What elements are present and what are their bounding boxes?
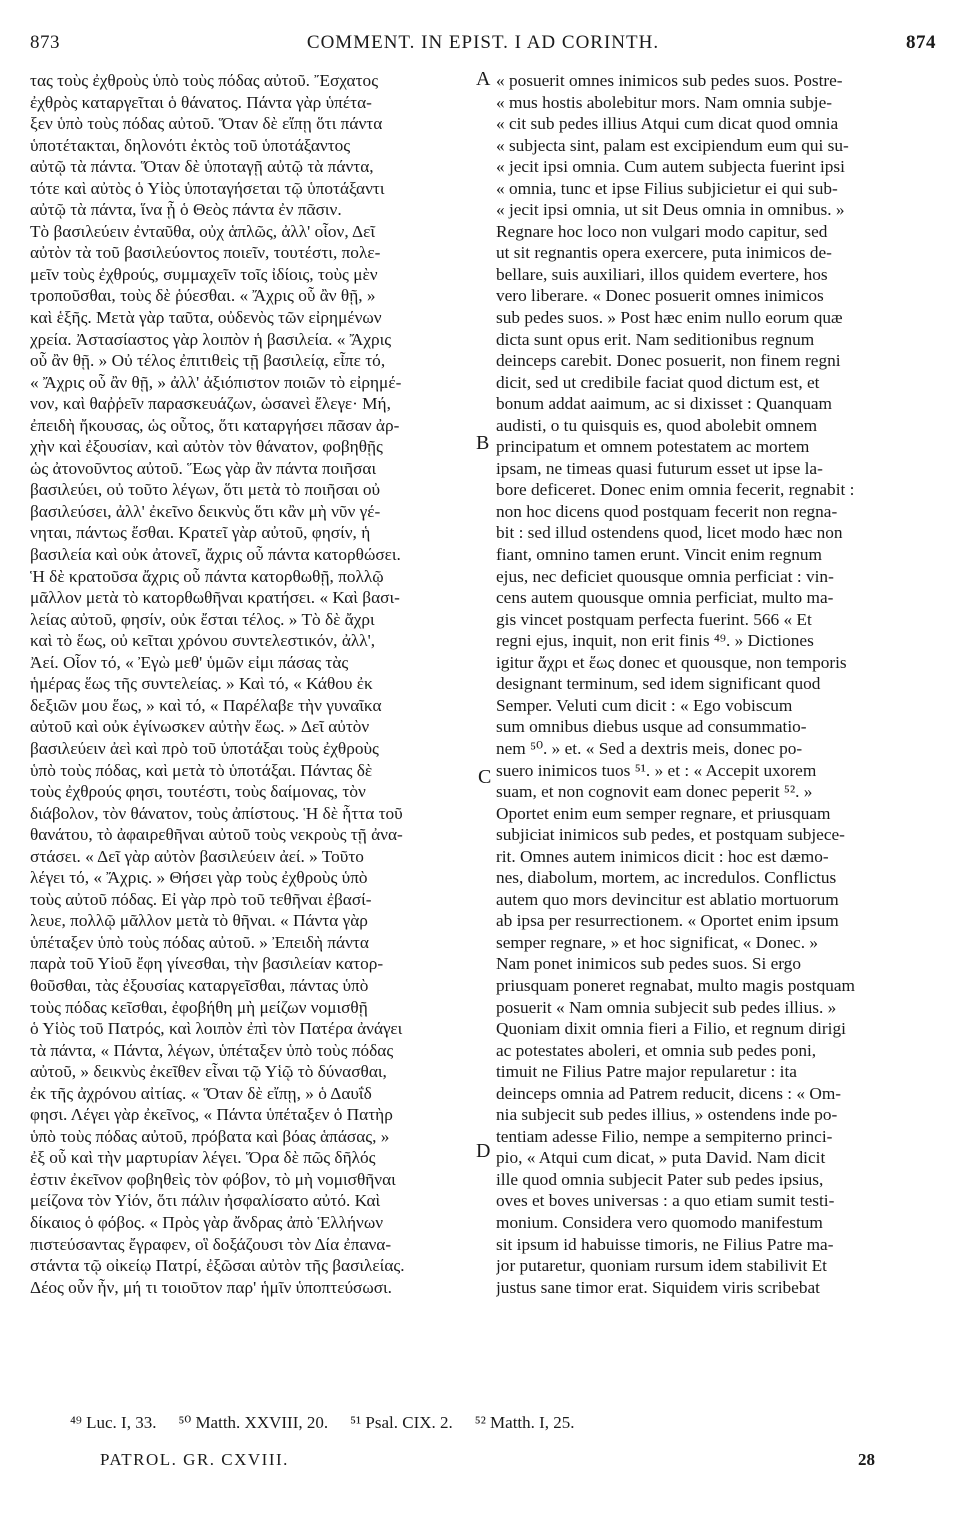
- latin-text-line: dicta sunt opus erit. Nam seditionibus regnum: [496, 329, 815, 349]
- latin-text-line: bit : sed illud ostendens quod, licet modo hæc non: [496, 523, 843, 543]
- series-signature: PATROL. GR. CXVIII.: [100, 1450, 289, 1469]
- latin-text-line: fiant, omnino tamen erunt. Vincit enim regnum: [496, 545, 822, 565]
- latin-text-line: suero inimicos tuos ⁵¹. » et : « Accepit uxorem: [496, 760, 817, 780]
- latin-text-line: Quoniam dixit omnia fieri a Filio, et regnum dirigi: [496, 1019, 846, 1039]
- greek-text-line: ἡμέρας ἕως τῆς συντελείας. » Καὶ τό, « Κάθου ἐκ: [30, 674, 373, 694]
- latin-text-line: Regnare hoc loco non vulgari modo capitur, sed: [496, 221, 828, 241]
- greek-text-line: ἐχθρὸς καταργεῖται ὁ θάνατος. Πάντα γὰρ ὑπέτα-: [30, 92, 372, 112]
- margin-marker-d: D: [476, 1140, 491, 1162]
- greek-text-line: βασιλεύειν ἀεὶ καὶ πρὸ τοῦ ὑποτάξαι τοὺς ἐχθροὺς: [30, 738, 379, 758]
- greek-text-line: διάβολον, τὸν θάνατον, τοὺς ἀπίστους. Ἡ δὲ ἧττα τοῦ: [30, 803, 403, 823]
- latin-text-line: « mus hostis abolebitur mors. Nam omnia subje-: [496, 92, 832, 112]
- latin-text-line: priusquam poneret regnabat, multo magis postquam: [496, 975, 855, 995]
- latin-text-line: suam, et non cognovit eam donec peperit ⁵². »: [496, 782, 813, 802]
- greek-text-line: αὐτῷ τὰ πάντα. Ὅταν δὲ ὑποταγῇ αὐτῷ τὰ πάντα,: [30, 157, 374, 177]
- greek-text-line: πιστεύσαντας ἔγραφεν, οἳ δοξάζουσι τὸν Δία ἐπανα-: [30, 1234, 392, 1254]
- latin-text-line: deinceps carebit. Donec posuerit, non finem regni: [496, 351, 841, 371]
- greek-text-line: αὐτὸν τὰ τοῦ βασιλεύοντος ποιεῖν, τουτέστι, πολε-: [30, 243, 381, 263]
- greek-text-line: ὡς ἀτονοῦντος αὐτοῦ. Ἕως γὰρ ἂν πάντα ποιῆσαι: [30, 458, 377, 478]
- greek-text-line: τὰ πάντα, « Πάντα, λέγων, ὑπέταξεν ὑπὸ τοὺς πόδας: [30, 1040, 394, 1060]
- margin-marker-c: C: [478, 766, 492, 788]
- greek-text-line: Τὸ βασιλεύειν ἐνταῦθα, οὐχ ἁπλῶς, ἀλλ' οἷον, Δεῖ: [30, 221, 376, 241]
- latin-text-line: « posuerit omnes inimicos sub pedes suos. Postre-: [496, 71, 843, 90]
- latin-text-line: Nam ponet inimicos sub pedes suos. Si ergo: [496, 954, 801, 974]
- latin-text-line: rit. Omnes autem inimicos dicit : hoc est dæmo-: [496, 846, 829, 866]
- greek-text-line: αὐτοῦ, » δεικνὺς ἐκεῖθεν εἶναι τῷ Υἱῷ τὸ δύνασθαι,: [30, 1062, 387, 1082]
- latin-text-line: regni ejus, inquit, non erit finis ⁴⁹. » Dictiones: [496, 631, 814, 651]
- greek-text-line: μᾶλλον μετὰ τὸ κατορθωθῆναι κρατήσει. « Καὶ βασι-: [30, 588, 400, 608]
- greek-text-line: ὑπὸ τοὺς πόδας, καὶ μετὰ τὸ ὑποτάξαι. Πάντας δὲ: [30, 760, 373, 780]
- greek-text-line: βασιλεύσει, ἀλλ' ἐκεῖνο δεικνὺς ὅτι κἂν μὴ νῦν γέ-: [30, 501, 381, 521]
- margin-marker-a: A: [476, 68, 491, 90]
- greek-text-line: βασιλεία καὶ οὐκ ἀτονεῖ, ἄχρις οὗ πάντα κατορθώσει.: [30, 545, 401, 565]
- greek-text-line: Ἀεί. Οἷον τό, « Ἐγὼ μεθ' ὑμῶν εἰμι πάσας τὰς: [30, 652, 349, 672]
- latin-text-line: pio, « Atqui cum dicat, » puta David. Nam dicit: [496, 1148, 826, 1168]
- latin-text-line: « jecit ipsi omnia. Cum autem subjecta fuerint ipsi: [496, 157, 845, 177]
- latin-text-line: sit ipsum id habuisse timoris, ne Filius Patre ma-: [496, 1234, 834, 1254]
- latin-text-line: nem ⁵⁰. » et. « Sed a dextris meis, donec po-: [496, 738, 803, 758]
- latin-text-line: ab ipsa per resurrectionem. « Oportet enim ipsum: [496, 911, 839, 931]
- greek-text-line: στάντα τῷ οἰκείῳ Πατρί, ἐξῶσαι αὐτὸν τῆς βασιλείας.: [30, 1256, 405, 1276]
- latin-column: [496, 70, 934, 1298]
- greek-text-line: τότε καὶ αὐτὸς ὁ Υἱὸς ὑποταγήσεται τῷ ὑποτάξαντι: [30, 178, 385, 198]
- greek-text-line: αὐτῷ τὰ πάντα, ἵνα ᾖ ὁ Θεὸς πάντα ἐν πᾶσιν.: [30, 200, 342, 220]
- greek-text-line: καὶ ἑξῆς. Μετὰ γὰρ ταῦτα, οὐδενὸς τῶν εἰρημένων: [30, 308, 382, 328]
- latin-text-line: cens autem quousque omnia perficiat, multo ma-: [496, 588, 834, 608]
- margin-marker-b: B: [476, 432, 490, 454]
- greek-text-line: χὴν καὶ ἐξουσίαν, καὶ αὐτὸν τὸν θάνατον, φοβηθῇς: [30, 437, 383, 457]
- latin-text-line: ac potestates aboleri, et omnia sub pedes poni,: [496, 1040, 817, 1060]
- greek-text-line: Δέος οὖν ἦν, μή τι τοιοῦτον παρ' ἡμῖν ὑποπτεύσωσι.: [30, 1277, 392, 1297]
- latin-text-line: autem quo mors devincitur est ablatio mortuorum: [496, 889, 839, 909]
- greek-text-line: τας τοὺς ἐχθροὺς ὑπὸ τοὺς πόδας αὐτοῦ. Ἔσχατος: [30, 71, 379, 90]
- latin-text-line: ipsam, ne timeas quasi futurum esset ut ipse la-: [496, 458, 823, 478]
- greek-text-line: λευε, πολλῷ μᾶλλον μετὰ τὸ θῆναι. « Πάντα γὰρ: [30, 911, 368, 931]
- greek-text-line: τοὺς πόδας κεῖσθαι, ἐφοβήθη μὴ μείζων νομισθῇ: [30, 997, 368, 1017]
- footnote: ⁵⁰ Matth. XXVIII, 20.: [178, 1413, 329, 1432]
- latin-text-line: posuerit « Nam omnia subjecit sub pedes illius. »: [496, 997, 837, 1017]
- right-page-number: 874: [906, 32, 936, 53]
- greek-text-line: « Ἄχρις οὗ ἂν θῇ, » ἀλλ' ἀξιόπιστον ποιῶν τὸ εἰρημέ-: [30, 372, 402, 392]
- greek-text-line: ἐκ τῆς ἀχρόνου αἰτίας. « Ὅταν δὲ εἴπῃ, » ὁ Δαυΐδ: [30, 1083, 372, 1103]
- greek-text-line: Ἡ δὲ κρατοῦσα ἄχρις οὗ πάντα κατορθωθῇ, πολλῷ: [30, 566, 384, 586]
- greek-text-line: ὑποτέτακται, δηλονότι ἐκτὸς τοῦ ὑποτάξαντος: [30, 135, 351, 155]
- latin-text-line: Semper. Veluti cum dicit : « Ego vobiscum: [496, 695, 793, 715]
- latin-text-line: timuit ne Filius Patre major repularetur : ita: [496, 1062, 797, 1082]
- latin-text-line: ille quod omnia subjecit Pater sub pedes ipsius,: [496, 1169, 824, 1189]
- greek-text-line: νον, καὶ θαῤῥεῖν παρασκευάζων, ὡσανεὶ ἔλεγε· Μή,: [30, 394, 391, 414]
- latin-text-line: igitur ἄχρι et ἕως donec et quousque, non temporis: [496, 652, 847, 672]
- greek-text-line: θανάτου, τὸ ἀφαιρεθῆναι αὐτοῦ τοὺς νεκροὺς τῇ ἀνα-: [30, 825, 403, 845]
- greek-text-line: βασιλεύει, οὐ τοῦτο λέγων, ὅτι μετὰ τὸ ποιῆσαι οὐ: [30, 480, 381, 500]
- latin-text-line: sum omnibus diebus usque ad consummatio-: [496, 717, 807, 737]
- greek-text-line: παρὰ τοῦ Υἱοῦ ἔφη γίνεσθαι, τὴν βασιλείαν κατορ-: [30, 954, 384, 974]
- greek-text-line: αὐτοῦ καὶ οὐκ ἐγίνωσκεν αὐτὴν ἕως. » Δεῖ αὐτὸν: [30, 717, 370, 737]
- latin-text-line: designant terminum, sed idem significant quod: [496, 674, 821, 694]
- signature-number: 28: [858, 1450, 875, 1469]
- latin-text-line: bellare, suis auxiliari, illos quidem evertere, hos: [496, 264, 828, 284]
- running-header: [30, 26, 936, 60]
- greek-text-line: μεῖν τοὺς ἐχθρούς, συμμαχεῖν τοῖς ἰδίοις, τοὺς μὲν: [30, 264, 378, 284]
- latin-text-line: « cit sub pedes illius Atqui cum dicat quod omnia: [496, 114, 839, 134]
- footnote: ⁵² Matth. I, 25.: [474, 1413, 575, 1432]
- greek-text-line: θοῦσθαι, τὰς ἐξουσίας καταργεῖσθαι, πάντας ὑπὸ: [30, 975, 369, 995]
- greek-text-line: ἐξ οὗ καὶ τὴν μαρτυρίαν λέγει. Ὅρα δὲ πῶς δῆλός: [30, 1148, 376, 1168]
- latin-text-line: principatum et omnem potestatem ac mortem: [496, 437, 810, 457]
- footnote: ⁵¹ Psal. CIX. 2.: [350, 1413, 453, 1432]
- greek-text-line: ὑπέταξεν ὑπὸ τοὺς πόδας αὐτοῦ. » Ἐπειδὴ πάντα: [30, 932, 369, 952]
- greek-text-line: ἐπειδὴ ἤκουσας, ὡς οὗτος, ὅτι καταργήσει πᾶσαν ἀρ-: [30, 415, 400, 435]
- greek-text-line: τοὺς ἐχθρούς φησι, τουτέστι, τοὺς δαίμονας, τὸν: [30, 782, 366, 802]
- latin-text-line: bonum addat aaimum, ac si dixisset : Quanquam: [496, 394, 832, 414]
- latin-text-line: monium. Considera vero quomodo manifestum: [496, 1212, 823, 1232]
- greek-text-line: καὶ τὸ ἕως, οὐ κεῖται χρόνου συντελεστικόν, ἀλλ',: [30, 631, 376, 651]
- greek-text-line: ὑπὸ τοὺς πόδας αὐτοῦ, πρόβατα καὶ βόας ἁπάσας, »: [30, 1126, 390, 1146]
- latin-text-line: oves et boves universas : a quo etiam sumit testi-: [496, 1191, 835, 1211]
- greek-text-line: τοὺς αὐτοῦ πόδας. Εἰ γὰρ πρὸ τοῦ τεθῆναι ἐβασί-: [30, 889, 372, 909]
- latin-text-line: tentiam adesse Filio, nempe a sempiterno princi-: [496, 1126, 833, 1146]
- latin-text-line: « omnia, tunc et ipse Filius subjicietur ei qui sub-: [496, 178, 838, 198]
- latin-text-line: nes, diabolum, mortem, ac incredulos. Conflictus: [496, 868, 837, 888]
- greek-text-line: μείζονα τὸν Υἱόν, ὅτι πάλιν ἠσφαλίσατο αὐτό. Καὶ: [30, 1191, 381, 1211]
- greek-text-line: ξεν ὑπὸ τοὺς πόδας αὐτοῦ. Ὅταν δὲ εἴπῃ ὅτι πάντα: [30, 114, 383, 134]
- left-page-number: 873: [30, 32, 60, 53]
- latin-text-line: dicit, sed ut credibile faciat quod dictum est, et: [496, 372, 820, 392]
- latin-text-line: subjiciat inimicos sub pedes, et postquam subjece-: [496, 825, 845, 845]
- latin-text-line: jor putaretur, quoniam rursum idem stabilivit Et: [496, 1256, 827, 1276]
- greek-text-line: ὁ Υἱὸς τοῦ Πατρός, καὶ λοιπὸν ἐπὶ τὸν Πατέρα ἀνάγει: [30, 1019, 403, 1039]
- greek-text-line: δεξιῶν μου ἕως, » καὶ τό, « Παρέλαβε τὴν γυναῖκα: [30, 695, 382, 715]
- footnotes: [70, 1413, 930, 1433]
- greek-column: [30, 70, 472, 1298]
- latin-text-line: bore deficeret. Donec enim omnia fecerit, regnabit :: [496, 480, 855, 500]
- greek-text-line: οὗ ἂν θῇ. » Οὐ τέλος ἐπιτιθεὶς τῇ βασιλείᾳ, εἶπε τό,: [30, 351, 386, 371]
- latin-text-line: justus sane timor erat. Siquidem viris scribebat: [496, 1277, 820, 1297]
- greek-text-line: νηται, πάντως ἔσθαι. Κρατεῖ γὰρ αὐτοῦ, φησίν, ἡ: [30, 523, 371, 543]
- running-title: COMMENT. IN EPIST. I AD CORINTH.: [306, 32, 660, 53]
- latin-text-line: Oportet enim eum semper regnare, et priusquam: [496, 803, 831, 823]
- latin-text-line: ejus, nec deficiet quousque omnia perficiat : vin-: [496, 566, 834, 586]
- latin-text-line: non hoc dicens quod postquam fecerit non regna-: [496, 501, 838, 521]
- latin-text-line: ut sit regnantis opera exercere, puta inimicos de-: [496, 243, 832, 263]
- greek-text-line: τροποῦσθαι, τοὺς δὲ ῥύεσθαι. « Ἄχρις οὗ ἂν θῇ, »: [30, 286, 376, 306]
- latin-text-line: gis vincet postquam perfecta fuerint. 566 « Et: [496, 609, 812, 629]
- greek-text-line: φησι. Λέγει γὰρ ἐκεῖνος, « Πάντα ὑπέταξεν ὁ Πατὴρ: [30, 1105, 393, 1125]
- greek-text-line: στάσει. « Δεῖ γὰρ αὐτὸν βασιλεύειν ἀεί. » Τοῦτο: [30, 846, 364, 866]
- latin-text-line: sub pedes suos. » Post hæc enim nullo eorum quæ: [496, 308, 843, 328]
- latin-text-line: nia subjecit sub pedes illius, » ostendens inde po-: [496, 1105, 838, 1125]
- latin-text-line: vero liberare. « Donec posuerit omnes inimicos: [496, 286, 824, 306]
- greek-text-line: δίκαιος ὁ φόβος. « Πρὸς γὰρ ἄνδρας ἀπὸ Ἑλλήνων: [30, 1212, 384, 1232]
- greek-text-line: χρεία. Ἀστασίαστος γὰρ λοιπὸν ἡ βασιλεία. « Ἄχρις: [30, 329, 392, 349]
- greek-text-line: λείας αὐτοῦ, φησίν, οὐκ ἔσται τέλος. » Τὸ δὲ ἄχρι: [30, 609, 375, 629]
- latin-text-line: « jecit ipsi omnia, ut sit Deus omnia in omnibus. »: [496, 200, 845, 220]
- footnote: ⁴⁹ Luc. I, 33.: [70, 1413, 157, 1432]
- latin-text-line: audisti, o tu quisquis es, quod abolebit omnem: [496, 415, 818, 435]
- latin-text-line: « subjecta sint, palam est excipiendum eum qui su-: [496, 135, 849, 155]
- latin-text-line: semper regnare, » et hoc significat, « Donec. »: [496, 932, 818, 952]
- greek-text-line: ἐστιν ἐκεῖνον φοβηθεὶς τὸν φόβον, τὸ μὴ νομισθῆναι: [30, 1169, 396, 1189]
- greek-text-line: λέγει τό, « Ἄχρις. » Θήσει γὰρ τοὺς ἐχθροὺς ὑπὸ: [30, 868, 368, 888]
- latin-text-line: deinceps omnia ad Patrem reducit, dicens : « Om-: [496, 1083, 842, 1103]
